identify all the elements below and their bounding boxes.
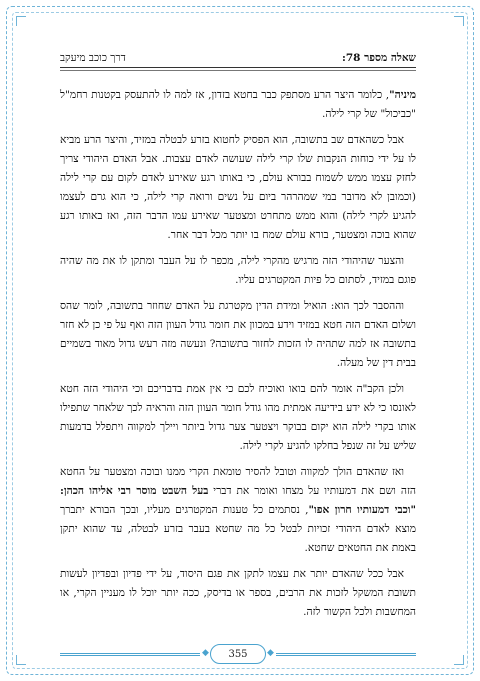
text-run: , כלומר היצר הרע מסתפק כבר בחטא בזדון, אז למה לו להתעסק בקטנות רחמ"ל "כביכול" של קרי לילה. [60, 89, 416, 120]
footer-rule-left [60, 653, 200, 656]
frame-corner-ornament [454, 655, 464, 665]
running-header [60, 44, 416, 64]
paragraph [60, 86, 416, 124]
text-run: ולכן הקב"ה אומר להם בואו ואוכיח לכם כי אין אמת בדבריכם וכי היהודי הזה חטא לאונסו כי לא ידע בידיעה אמתית מהו גודל חומר העוון הזה והראיה לכך שלאחר שתפילו אותו בקרי לילה הוא יקום בבוקר ויצטער צער גדול ביותר ויילך למקווה ויתפלל בדמעות שליש על זה שנפל בחלקו להגיע לקרי לילה. [60, 383, 416, 452]
text-run: והצער שהיהודי הזה מרגיש מהקרי לילה, מכפר לו על העבר ומתקן לו את מה שהיה פוגם במזיד, לסתום כל פיות המקטרגים עליו. [60, 255, 416, 286]
footer-ornament-right: ◆ [267, 648, 274, 658]
paragraph [60, 297, 416, 373]
text-run: אבל כשהאדם שב בתשובה, הוא הפסיק לחטוא בזרע לבטלה במזיד, והיצר הרע מביא לו על ידי כוחות הנקבות שלו קרי לילה שעושה לאדם עצבות. אבל האדם היהודי צריך לחזק עצמו ממש לשמוח בבורא עולם, כי באותו רגע שאירע לאדם לקום עם קרי לילה (וכמובן לא מדובר במי שמהרהר ביום על נשים ורואה קרי לילה, כי הוא גרם לעצמו להגיע לקרי לילה) והוא ממש מתחרט ומצטער שאירע עמו הדבר הזה, ואז באותו רגע שהוא בוכה ומצטער, בורא עולם שמח בו יותר מכל דבר אחר. [60, 134, 416, 241]
body-text [60, 86, 416, 636]
bold-text-run: מיניה" [389, 89, 416, 101]
paragraph [60, 131, 416, 245]
footer-ornament-left: ◆ [202, 648, 209, 658]
text-run: ואז שהאדם הולך למקווה וטובל להסיר טומאת הקרי ממנו ובוכה ומצטער על החטא הזה ושם את דמעותיו על מצחו ואומר את דברי [60, 466, 417, 497]
header-divider-thin [60, 70, 416, 71]
header-divider [60, 67, 416, 68]
frame-corner-ornament [16, 655, 26, 665]
text-run: וההסבר לכך הוא: הואיל ומידת הדין מקטרגת על האדם שחוזר בתשובה, לומר שהס ושלום האדם הזה חטא במזיד וידע במכוון את חומר גודל העוון הזה ואף על פי כן לא חזר בתשובה אז למה שתהיה לו הזכות לחזור בתשובה? ונעשה מזה רעש גדול מאוד בשמיים בבית דין של מעלה. [60, 300, 416, 369]
text-run: , נסתמים כל טענות המקטרגים מעליו, ובכך הבורא יתברך מוצא לאדם היהודי זכויות לבטל כל מה שחטא בעבר בזרע לבטלה, עד שהוא יתקן באמת את החטאים שחטא. [60, 504, 416, 554]
text-run: אבל ככל שהאדם יותר את עצמו לתקן את פגם היסוד, על ידי פדיון ובפדיון לעשות תשובת המשקל לזכות את הרבים, בספר או בדיסק, ככה יותר יוכל לו מעניין הקרי, או המחשבות ולכל הקשור לזה. [60, 568, 416, 618]
frame-corner-ornament [454, 16, 464, 26]
page-footer [60, 644, 416, 664]
frame-corner-ornament [16, 16, 26, 26]
bold-text-run: בעל השבט מוסר רבי אליהו הכהן: "וכבי דמעותיו חרון אפו" [60, 485, 416, 516]
paragraph [60, 252, 416, 290]
chapter-title: שאלה מספר 78: [341, 52, 416, 64]
page-number: 355 [228, 648, 248, 660]
paragraph [60, 565, 416, 622]
paragraph [60, 380, 416, 456]
book-title: דרך כוכב מיעקב [60, 52, 126, 64]
footer-rule-right [276, 653, 416, 656]
page-number-badge [210, 644, 266, 664]
paragraph [60, 463, 416, 558]
